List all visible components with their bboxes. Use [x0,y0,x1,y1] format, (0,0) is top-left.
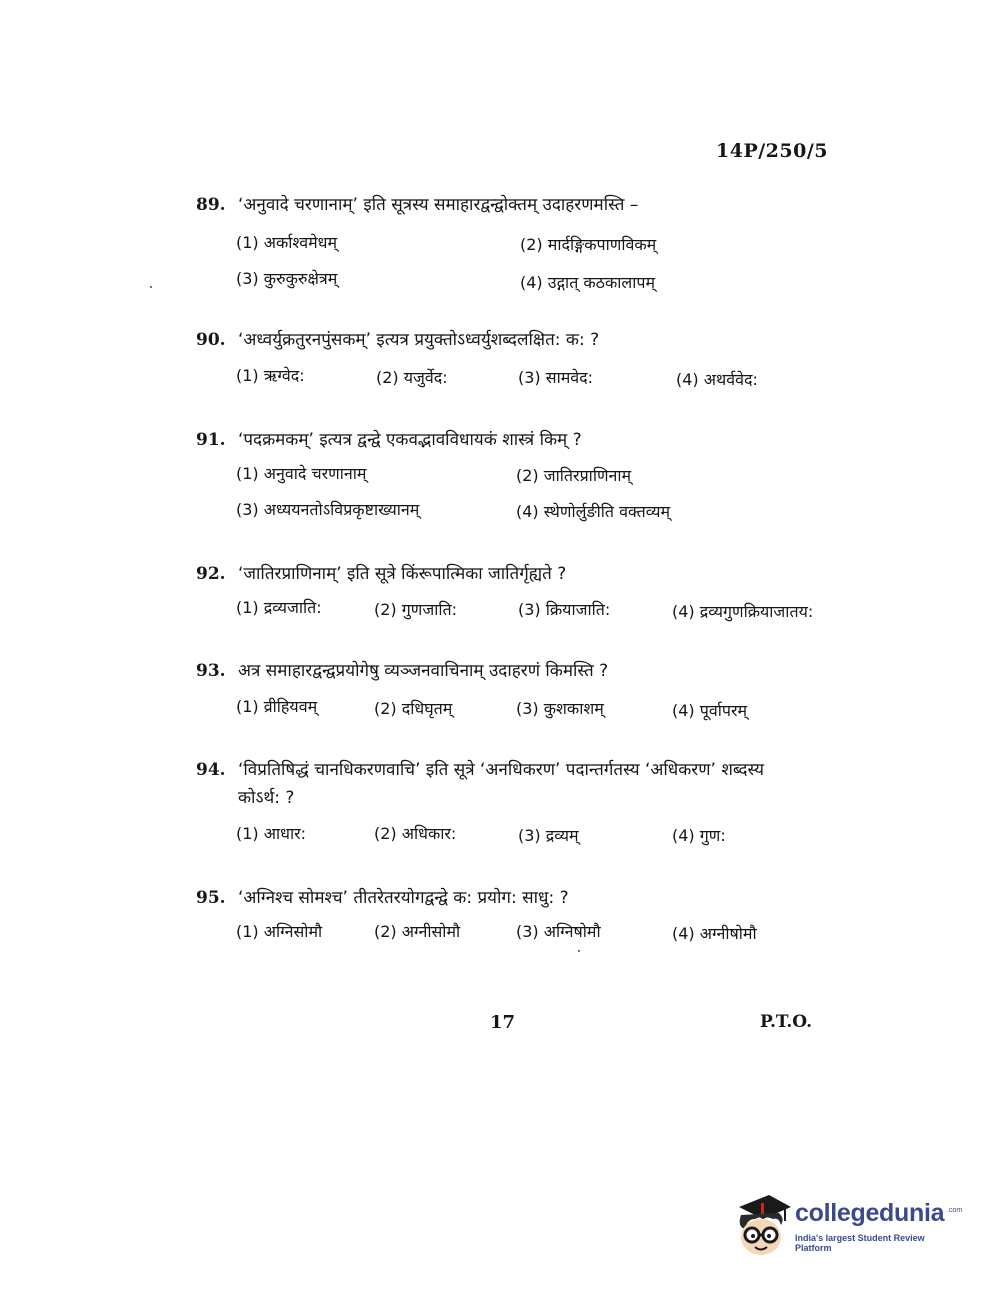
brand-name: collegedunia [795,1199,945,1227]
option-3: (3) अग्निषोमौ [516,922,601,941]
question-89 [196,191,836,295]
option-1: (1) आधार: [236,824,307,843]
option-3: (3) अध्ययनतोऽविप्रकृष्टाख्यानम् [236,500,420,519]
question-text: ‘विप्रतिषिद्धं चानधिकरणवाचि’ इति सूत्रे ‘अनधिकरण’ पदान्तर्गतस्य ‘अधिकरण’ शब्दस्य [238,760,765,780]
option-1: (1) व्रीहियवम् [236,697,318,716]
option-4: (4) पूर्वापरम् [672,701,748,720]
option-4: (4) उद्गात् कठकालापम् [520,273,656,292]
question-94 [196,756,836,852]
question-number: 95. [196,888,226,908]
option-4: (4) स्थेणोर्लुङीति वक्तव्यम् [516,502,671,521]
option-3: (3) क्रियाजाति: [518,600,611,619]
brand-tagline: India's largest Student Review Platform [795,1233,925,1253]
scan-speck [150,286,152,288]
scan-speck [578,950,580,952]
collegedunia-watermark [733,1193,963,1263]
option-3: (3) कुशकाशम् [516,699,604,718]
brand-suffix: .com [947,1207,963,1214]
option-4: (4) द्रव्यगुणक्रियाजातय: [672,602,814,621]
option-2: (2) अधिकार: [374,824,457,843]
option-2: (2) जातिरप्राणिनाम् [516,466,632,485]
question-text-continued: कोऽर्थ: ? [238,788,295,808]
question-text: ‘अध्वर्युक्रतुरनपुंसकम्’ इत्यत्र प्रयुक्तोऽध्वर्युशब्दलक्षित: क: ? [238,330,600,350]
question-text: अत्र समाहारद्वन्द्वप्रयोगेषु व्यञ्जनवाचिनाम् उदाहरणं किमस्ति ? [238,661,609,681]
question-95 [196,884,836,952]
question-number: 90. [196,330,226,350]
question-number: 89. [196,195,226,215]
question-text: ‘पदक्रमकम्’ इत्यत्र द्वन्द्वे एकवद्भावविधायकं शास्त्रं किम् ? [238,430,582,450]
option-2: (2) यजुर्वेद: [376,368,448,387]
question-number: 92. [196,564,226,584]
question-text: ‘अग्निश्च सोमश्च’ तीतरेतरयोगद्वन्द्वे क: प्रयोग: साधु: ? [238,888,569,908]
question-text: ‘अनुवादे चरणानाम्’ इति सूत्रस्य समाहारद्वन्द्वोक्तम् उदाहरणमस्ति – [238,195,639,215]
paper-code: 14P/250/5 [716,140,828,162]
option-2: (2) गुणजाति: [374,600,457,619]
question-number: 93. [196,661,226,681]
please-turn-over: P.T.O. [760,1012,812,1032]
question-number: 94. [196,760,226,780]
question-number: 91. [196,430,226,450]
question-93 [196,657,836,725]
question-91 [196,426,836,530]
page-number: 17 [490,1012,516,1033]
option-1: (1) द्रव्यजाति: [236,598,322,617]
option-1: (1) ऋग्वेद: [236,366,305,385]
option-2: (2) अग्नीसोमौ [374,922,461,941]
option-3: (3) द्रव्यम् [518,826,579,845]
mascot-icon [733,1193,793,1263]
question-text: ‘जातिरप्राणिनाम्’ इति सूत्रे किंरूपात्मिका जातिर्गृह्यते ? [238,564,567,584]
question-90 [196,326,836,394]
option-3: (3) कुरुकुरुक्षेत्रम् [236,269,338,288]
option-1: (1) अर्काश्वमेधम् [236,233,338,252]
option-2: (2) मार्दङ्गिकपाणविकम् [520,235,657,254]
option-2: (2) दधिघृतम् [374,699,453,718]
option-4: (4) अथर्ववेद: [676,370,758,389]
option-1: (1) अग्निसोमौ [236,922,323,941]
question-92 [196,560,836,628]
option-3: (3) सामवेद: [518,368,594,387]
option-1: (1) अनुवादे चरणानाम् [236,464,367,483]
option-4: (4) अग्नीषोमौ [672,924,757,943]
option-4: (4) गुण: [672,826,726,845]
